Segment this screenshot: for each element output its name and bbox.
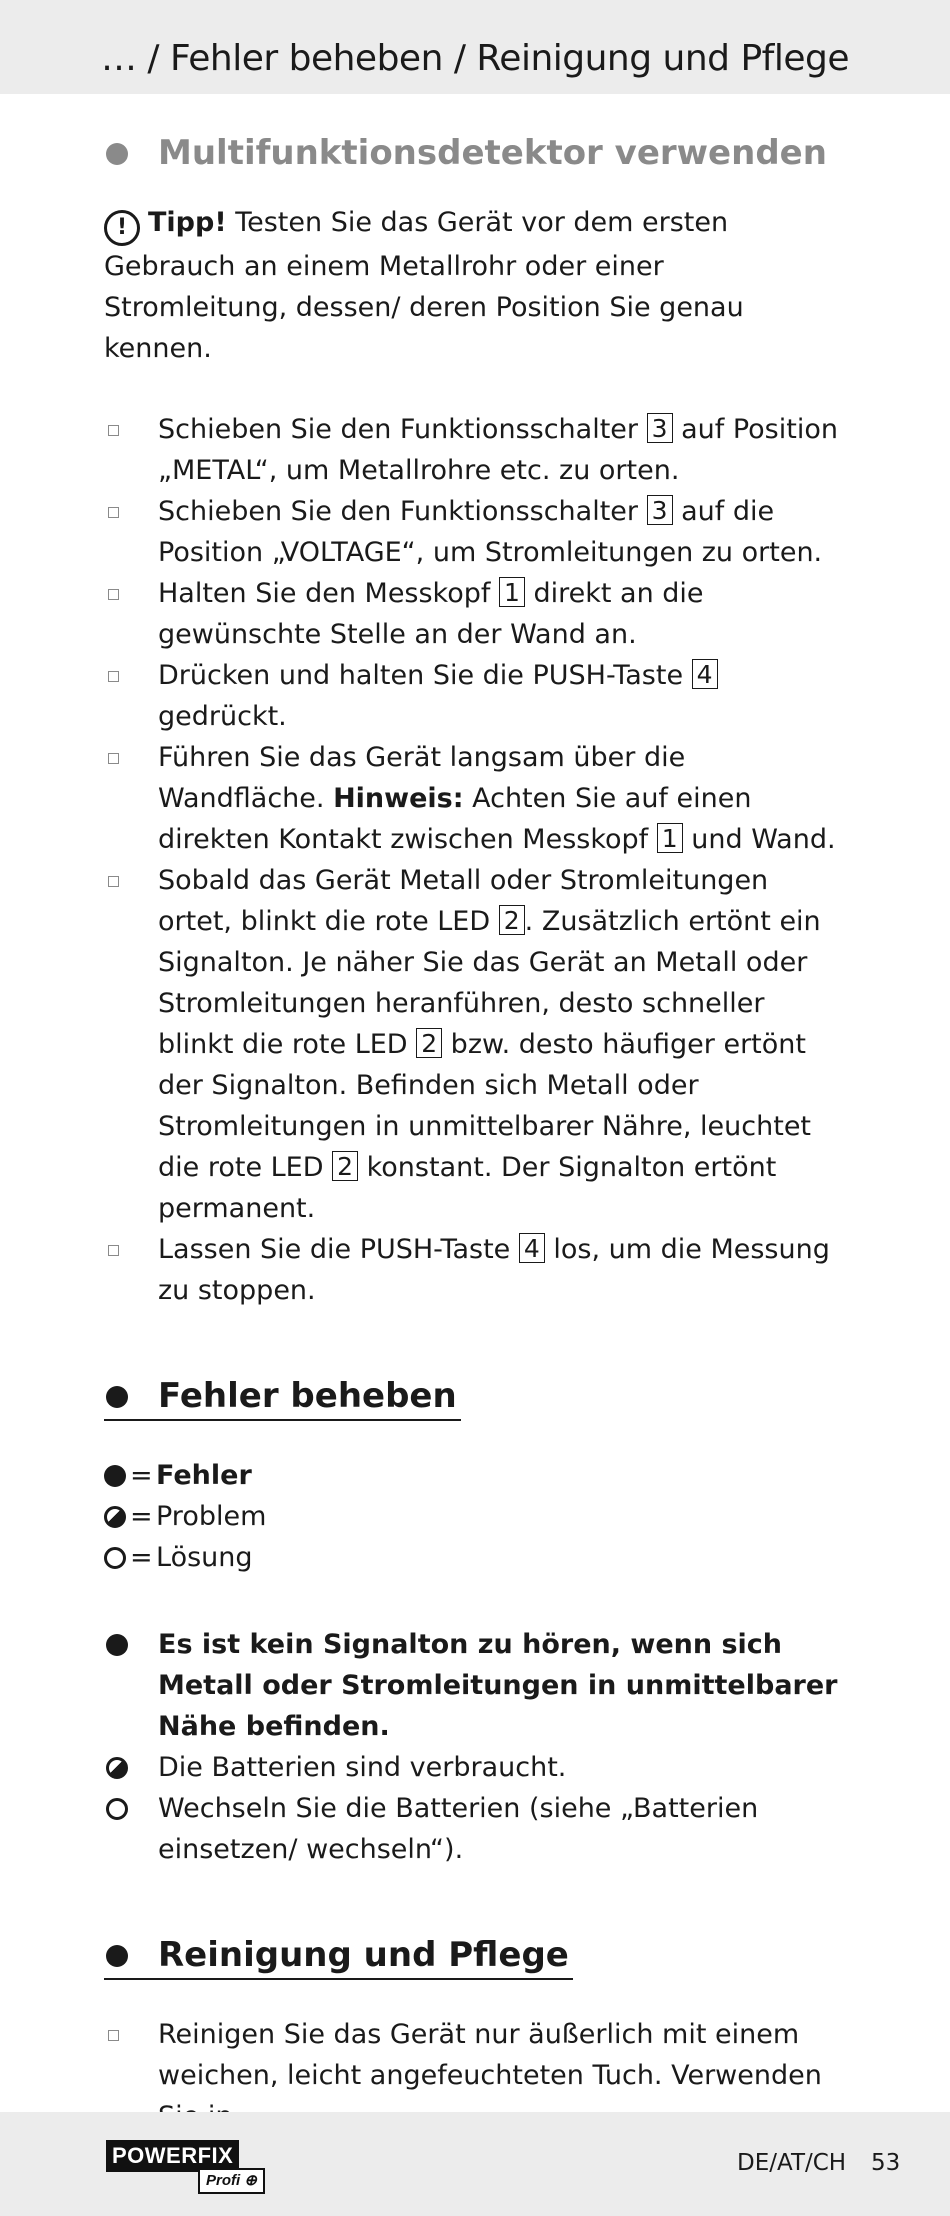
section-heading-troubleshooting <box>104 1373 461 1421</box>
list-item <box>104 573 844 655</box>
empty-circle-icon <box>104 1547 126 1569</box>
logo-wordmark: POWERFIX <box>106 2140 239 2172</box>
step-text: Sobald das Gerät Metall oder Stromleitungen ortet, blinkt die rote LED <box>158 865 769 937</box>
filled-circle-icon <box>104 1465 126 1487</box>
note-label: Hinweis: <box>333 783 464 814</box>
step-text: direkt an die gewünschte Stelle an der Wand an. <box>158 578 704 650</box>
part-reference: 2 <box>416 1028 442 1058</box>
half-circle-icon <box>106 1757 128 1779</box>
fault-title-text: Es ist kein Signalton zu hören, wenn sich Metall oder Stromleitungen in unmittelbarer Nähe befinden. <box>158 1629 838 1742</box>
step-text: gedrückt. <box>158 701 287 732</box>
equals-sign: = <box>130 1460 153 1491</box>
main-content <box>104 130 844 2137</box>
legend-item-loesung <box>104 1537 844 1578</box>
fault-title <box>104 1624 844 1747</box>
step-text: Führen Sie das Gerät langsam über die Wandfläche. <box>158 742 686 814</box>
section-heading-text: Fehler beheben <box>158 1376 457 1416</box>
usage-steps-list <box>104 409 844 1311</box>
step-text: Schieben Sie den Funktionsschalter <box>158 414 647 445</box>
fault-solution <box>104 1788 844 1870</box>
list-item <box>104 737 844 860</box>
square-bullet-icon <box>108 425 119 436</box>
step-text: konstant. Der Signalton ertönt permanent. <box>158 1152 777 1224</box>
page-header <box>0 0 950 94</box>
square-bullet-icon <box>108 2030 119 2041</box>
fault-problem <box>104 1747 844 1788</box>
page-number: 53 <box>871 2150 901 2176</box>
step-text: Achten Sie auf einen direkten Kontakt zwischen Messkopf <box>158 783 752 855</box>
part-reference: 4 <box>692 659 718 689</box>
bullet-dot-icon <box>106 1945 128 1967</box>
legend-label: Fehler <box>156 1460 252 1491</box>
solution-text: Wechseln Sie die Batterien (siehe „Batterien einsetzen/ wechseln“). <box>158 1793 759 1865</box>
page-title: … / Fehler beheben / Reinigung und Pflege <box>100 38 849 79</box>
legend-item-fehler <box>104 1455 844 1496</box>
section-heading-text: Multifunktionsdetektor verwenden <box>158 133 827 173</box>
logo-sub-badge: Profi ⊕ <box>198 2168 265 2194</box>
square-bullet-icon <box>108 1245 119 1256</box>
part-reference: 3 <box>647 413 673 443</box>
powerfix-logo <box>106 2140 266 2192</box>
step-text: auf Position „METAL“, um Metallrohre etc. zu orten. <box>158 414 838 486</box>
symbol-legend <box>104 1455 844 1578</box>
fault-entry <box>104 1624 844 1870</box>
section-heading-usage <box>104 130 844 176</box>
step-text: bzw. desto häufiger ertönt der Signalton. Befinden sich Metall oder Stromleitungen in unmittelbarer Nähre, leuchtet die rote LED <box>158 1029 812 1183</box>
equals-sign: = <box>130 1542 153 1573</box>
tip-box <box>104 202 844 369</box>
legend-label: Problem <box>156 1501 267 1532</box>
step-text: Lassen Sie die PUSH-Taste <box>158 1234 519 1265</box>
list-item <box>104 860 844 1229</box>
step-text: auf die Position „VOLTAGE“, um Stromleitungen zu orten. <box>158 496 823 568</box>
step-text: und Wand. <box>682 824 836 855</box>
square-bullet-icon <box>108 507 119 518</box>
step-text: los, um die Messung zu stoppen. <box>158 1234 830 1306</box>
step-text: Schieben Sie den Funktionsschalter <box>158 496 647 527</box>
bullet-dot-icon <box>106 1386 128 1408</box>
square-bullet-icon <box>108 589 119 600</box>
part-reference: 1 <box>657 823 683 853</box>
tip-text: Testen Sie das Gerät vor dem ersten Gebrauch an einem Metallrohr oder einer Stromleitung, dessen/ deren Position Sie genau kennen. <box>104 207 744 364</box>
bullet-dot-icon <box>106 143 128 165</box>
list-item <box>104 655 844 737</box>
empty-circle-icon <box>106 1798 128 1820</box>
filled-circle-icon <box>106 1634 128 1656</box>
square-bullet-icon <box>108 753 119 764</box>
legend-label: Lösung <box>156 1542 253 1573</box>
square-bullet-icon <box>108 671 119 682</box>
step-text: Drücken und halten Sie die PUSH-Taste <box>158 660 692 691</box>
list-item <box>104 409 844 491</box>
cleaning-text: Reinigen Sie das Gerät nur äußerlich mit einem weichen, leicht angefeuchteten Tuch. Verwenden <box>158 2019 822 2091</box>
section-heading-cleaning <box>104 1932 573 1980</box>
step-text: . Zusätzlich ertönt ein Signalton. Je näher Sie das Gerät an Metall oder Stromleitungen heranführen, desto schneller blinkt die rote LED <box>158 906 821 1060</box>
step-text: Halten Sie den Messkopf <box>158 578 499 609</box>
list-item <box>104 1229 844 1311</box>
section-heading-text: Reinigung und Pflege <box>158 1935 569 1975</box>
list-item <box>104 491 844 573</box>
half-circle-icon <box>104 1506 126 1528</box>
exclamation-icon: ! <box>104 210 140 246</box>
part-reference: 1 <box>499 577 525 607</box>
legend-item-problem <box>104 1496 844 1537</box>
region-label: DE/AT/CH <box>737 2150 847 2176</box>
part-reference: 2 <box>332 1151 358 1181</box>
part-reference: 4 <box>519 1233 545 1263</box>
part-reference: 2 <box>499 905 525 935</box>
equals-sign: = <box>130 1501 153 1532</box>
square-bullet-icon <box>108 876 119 887</box>
problem-text: Die Batterien sind verbraucht. <box>158 1752 567 1783</box>
part-reference: 3 <box>647 495 673 525</box>
tip-label: Tipp! <box>148 207 227 238</box>
